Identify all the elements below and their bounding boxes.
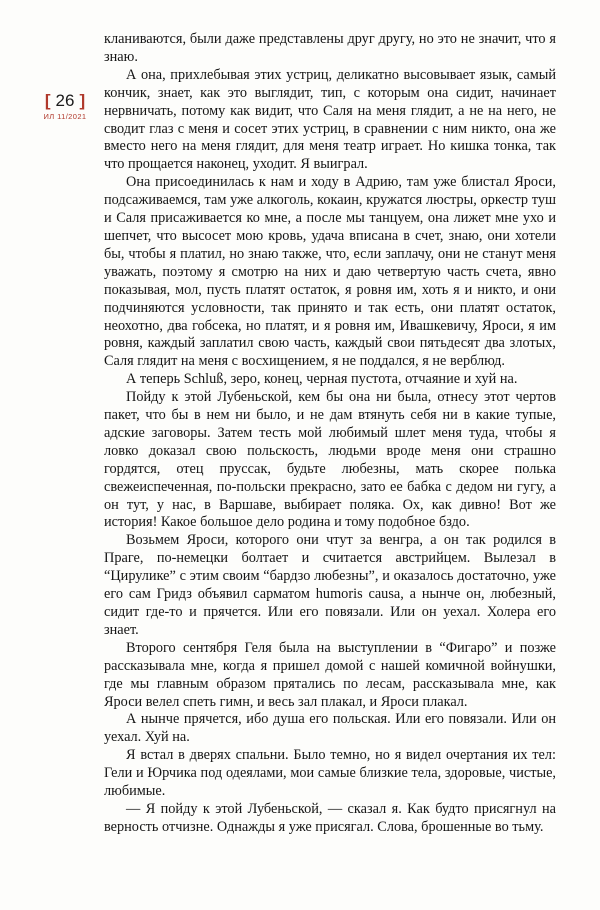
paragraph: — Я пойду к этой Лубеньской, — сказал я. Как будто присягнул на верность отчизне. Однажды я уже присягал. Слова, брошенные во тьму. [104,800,556,835]
paragraph: А теперь Schluß, зеро, конец, черная пустота, отчаяние и хуй на. [126,371,518,388]
page-number-right-bracket: ] [79,91,86,110]
paragraph: Пойду к этой Лубеньской, кем бы она ни была, отнесу этот чертов пакет, что бы в нем ни было, и не дам втянуть себя ни в какие тупые, адские заговоры. Затем тесть мой любимый шлет меня туда, чтобы я ловко доказал свою польскость, людьми вроде меня они страшно гордятся, отец пруссак, будьте любезны, мать скорее полька свежеиспеченная, по-польски прекрасно, зато ее бабка с дедом ни гугу, а он тут, у нас, в Варшаве, выбирает поляка. Ох, как дивно! Вот же история! Какое большое дело родина и тому подобное бздо. [104,389,556,531]
text-column [104,31,556,837]
page-margin-marker [34,92,96,121]
paragraph: Я встал в дверях спальни. Было темно, но я видел очертания их тел: Гели и Юрчика под одеялами, мои самые близкие тела, здоровые, чистые, любимые. [104,747,556,800]
paragraph: Возьмем Яроси, которого они чтут за венгра, а он так родился в Праге, по-немецки болтает и считается австрийцем. Вылезал в “Цирулике” с этим своим “бардзо любезны”, и оказалось достаточно, уже его сам Гридз объявил сарматом humoris causa, а нынче он, любезный, сидит где-то и прячется. Или его повязали. Или он уехал. Холера его знает. [104,532,556,638]
paragraph: А нынче прячется, ибо душа его польская. Или его повязали. Или он уехал. Хуй на. [104,711,556,746]
journal-issue-mark: ИЛ 11/2021 [43,112,87,121]
page-number: 26 [55,91,75,110]
paragraph: Она присоединилась к нам и ходу в Адрию, там уже блистал Яроси, подсаживаемся, там уже алкоголь, кокаин, кружатся люстры, оркестр туш и Саля присаживается ко мне, а после мы танцуем, она лижет мне ухо и шепчет, что высосет мою кровь, удача вписана в счет, знаю, они хотели бы, чтобы я платил, но знаю также, что, если заплачу, они не станут меня уважать, поэтому я смотрю на них и даю четвертую часть счета, явно показывая, мол, пусть платят остаток, я ровня им, хоть я и никто, и они подчиняются условности, так принято и так есть, они платят остаток, неохотно, два гобсека, но платят, и я ровня им, Ивашкевичу, Яроси, я им ровня, каждый заплатил свою часть, каждый свои пятьдесят два злотых, Саля глядит на меня с восхищением, я не поддался, я не верблюд. [104,174,556,370]
paragraph: А она, прихлебывая этих устриц, деликатно высовывает язык, самый кончик, знает, как это выглядит, тип, с которым она сидит, начинает нервничать, потому как видит, что Саля на меня глядит, а не на него, не сводит глаз с меня и сосет этих устриц, в сравнении с ним никто, она же вместо него на меня глядит, для меня театр играет. Но кишка тонка, так что прощается наконец, уходит. Я выиграл. [104,66,556,173]
paragraph: кланиваются, были даже представлены друг другу, но это не значит, что я знаю. [104,31,556,65]
page-number-left-bracket: [ [44,91,51,110]
page-number-row [34,92,96,110]
paragraph: Второго сентября Геля была на выступлении в “Фигаро” и позже рассказывала мне, когда я пришел домой с нашей комичной войнушки, где мы главным образом прятались по лесам, рассказывала мне, как Яроси велел спеть гимн, и весь зал плакал, и Яроси плакал. [104,639,556,710]
